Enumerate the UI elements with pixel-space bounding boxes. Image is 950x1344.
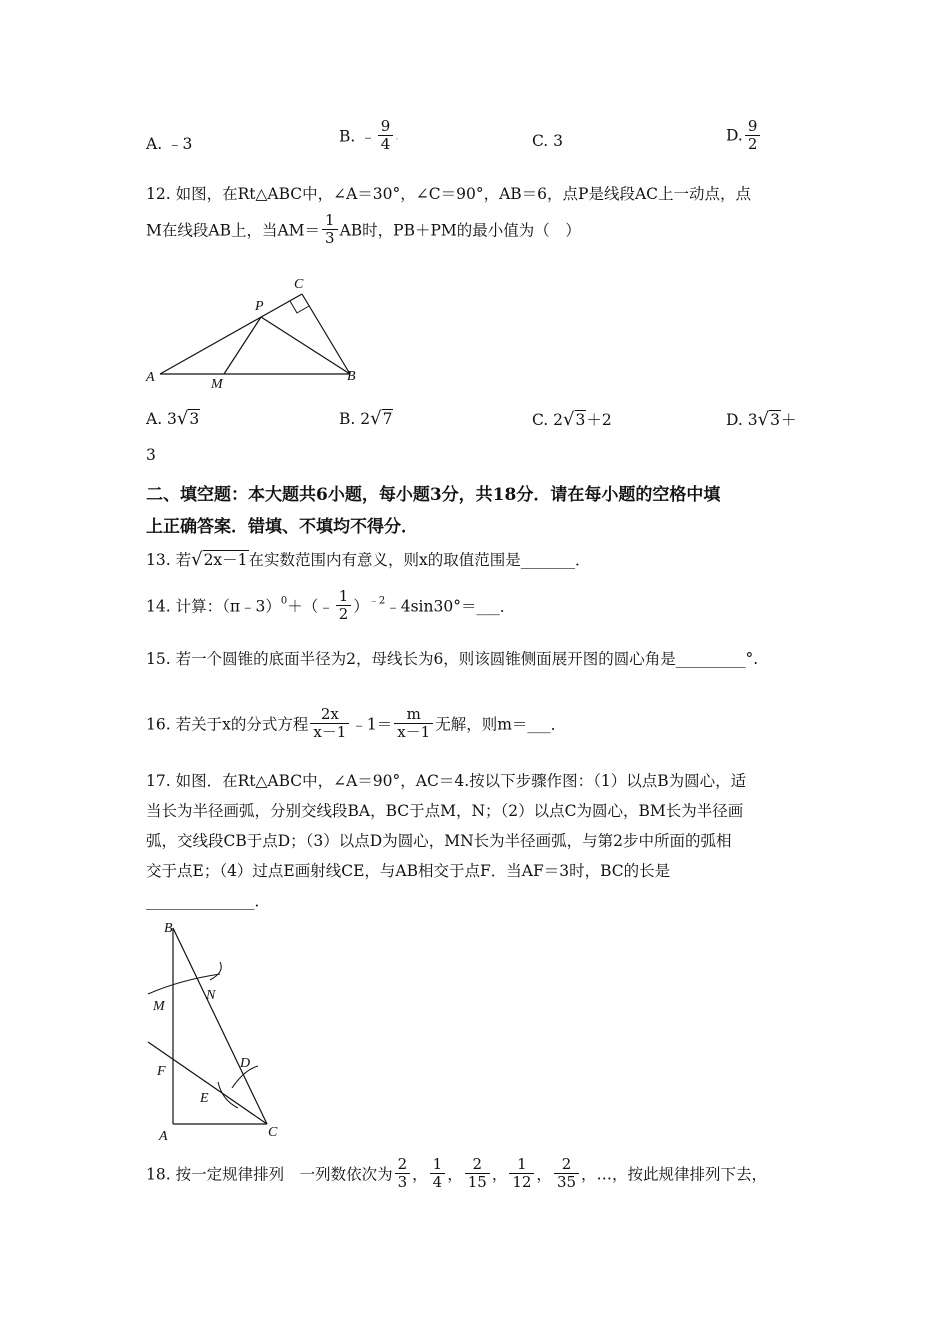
q12-option-b: B. 2√7 <box>339 408 393 429</box>
q17-line4: 交于点E；（4）过点E画射线CE，与AB相交于点F．当AF＝3时，BC的长是 <box>146 862 671 880</box>
label-p: P <box>255 299 264 314</box>
q12-line2: M在线段AB上，当AM＝ $\frac{1}{3}$ AB时，PB＋PM的最小值为（ ） <box>146 211 581 247</box>
q11-option-d: D. $\frac{9}{2}$ <box>726 118 762 153</box>
fraction: $\frac{2}{3}$ <box>395 1156 411 1191</box>
q13: 13. 若√2x－1在实数范围内有意义，则x的取值范围是_______． <box>146 549 591 570</box>
q17-line5: ______________． <box>146 892 271 910</box>
q16: 16. 若关于x的分式方程 $\frac{2x}{x-1}$ ﹣1＝ $\frac{m}{x-1}$ 无解，则m＝___． <box>146 705 567 741</box>
segment-ac <box>160 294 302 374</box>
fraction: $\frac{2x}{x-1}$ <box>310 706 349 741</box>
ray-ce <box>148 1042 267 1124</box>
fraction: $\frac{2}{35}$ <box>554 1156 579 1191</box>
q14: 14. 计算：（π﹣3）$^0$＋（﹣ $\frac{1}{2}$ ）$^{﹣2}$﹣4sin30°＝___． <box>146 587 516 623</box>
q17-line2: 当长为半径画弧，分别交线段BA，BC于点M，N；（2）以点C为圆心，BM长为半径画 <box>146 802 744 820</box>
label-b: B <box>347 369 356 384</box>
label-e: E <box>200 1091 209 1106</box>
fraction: $\frac{1}{12}$ <box>509 1156 534 1191</box>
fraction: $\frac{1}{4}$ <box>430 1156 446 1191</box>
section-heading-line2: 上正确答案．错填、不填均不得分． <box>146 517 418 537</box>
fraction: $\frac{1}{2}$ <box>336 588 352 623</box>
q18: 18. 按一定规律排列 一列数依次为 $\frac{2}{3}$ ， $\frac{1}{4}$ ， $\frac{2}{15}$ ， $\frac{1}{12}$ ， $\frac{2}{35}$ ，…，按此规律排列下去， <box>146 1155 768 1191</box>
q17-line1: 17. 如图．在Rt△ABC中，∠A＝90°，AC＝4.按以下步骤作图：（1）以点B为圆心，适 <box>146 772 747 790</box>
q12-option-d: D. 3√3＋ <box>726 409 797 430</box>
fraction: $\frac{9}{4}$ <box>378 118 394 153</box>
right-angle-mark <box>290 301 309 313</box>
q11-option-a: A. ﹣3 <box>146 135 193 153</box>
segment-pb <box>261 317 350 374</box>
q11-option-c: C. 3 <box>532 132 564 150</box>
section-heading-line1: 二、填空题：本大题共6小题，每小题3分，共18分．请在每小题的空格中填 <box>146 485 721 505</box>
label-m: M <box>153 999 165 1014</box>
label-a: A <box>159 1129 168 1144</box>
q12-figure <box>140 268 380 398</box>
fraction: $\frac{m}{x-1}$ <box>394 706 433 741</box>
q17-figure <box>140 912 300 1144</box>
segment-pm <box>224 317 261 374</box>
q12-option-d-wrap: 3 <box>146 446 156 464</box>
segment-cb <box>302 294 350 374</box>
q11-option-b: B. ﹣ $\frac{9}{4}$ . <box>339 117 399 153</box>
label-n: N <box>206 988 216 1003</box>
segment-bc <box>173 928 267 1124</box>
label-m: M <box>211 377 223 392</box>
arc-n <box>210 962 221 980</box>
label-c: C <box>294 277 304 292</box>
fraction: $\frac{9}{2}$ <box>745 118 761 153</box>
label-b: B <box>164 921 173 936</box>
arc-e <box>218 1082 238 1108</box>
q17-line3: 弧，交线段CB于点D；（3）以点D为圆心，MN长为半径画弧，与第2步中所面的弧相 <box>146 832 732 850</box>
label-a: A <box>146 370 155 385</box>
q12-option-c: C. 2√3＋2 <box>532 409 612 430</box>
label-c: C <box>268 1125 278 1140</box>
fraction: $\frac{1}{3}$ <box>322 212 338 247</box>
fraction: $\frac{2}{15}$ <box>465 1156 490 1191</box>
q12-line1: 12. 如图，在Rt△ABC中，∠A＝30°，∠C＝90°，AB＝6，点P是线段AC上一动点，点 <box>146 185 752 203</box>
label-f: F <box>157 1064 166 1079</box>
label-d: D <box>240 1056 251 1071</box>
q15: 15. 若一个圆锥的底面半径为2，母线长为6，则该圆锥侧面展开图的圆心角是_________°. <box>146 650 759 668</box>
q12-option-a: A. 3√3 <box>146 408 200 429</box>
